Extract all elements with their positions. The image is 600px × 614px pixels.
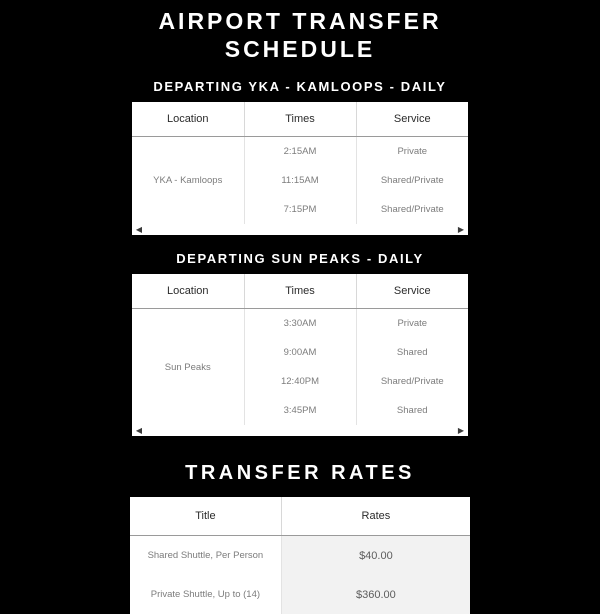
cell-service: Shared/Private (380, 175, 444, 186)
cell-rate-title: Shared Shuttle, Per Person (130, 536, 281, 576)
page-title-line-1: AIRPORT TRANSFER (158, 8, 442, 34)
cell-location: YKA - Kamloops (132, 137, 244, 225)
cell-service: Private (397, 318, 428, 329)
schedule-table-yka (132, 102, 468, 235)
scrollbar-track[interactable] (144, 225, 456, 234)
cell-time: 7:15PM (244, 195, 356, 224)
cell-rate-value: $360.00 (281, 575, 470, 614)
cell-location: Sun Peaks (132, 309, 244, 426)
rates-section (0, 462, 600, 614)
section-heading-yka: DEPARTING YKA - KAMLOOPS - DAILY (153, 79, 447, 94)
cell-service: Private (397, 146, 428, 157)
cell-service: Shared/Private (380, 204, 444, 215)
table-row (130, 536, 470, 576)
cell-time: 11:15AM (244, 166, 356, 195)
cell-service: Shared (396, 347, 428, 358)
rates-heading: TRANSFER RATES (185, 462, 415, 484)
column-header-times: Times (244, 274, 356, 309)
cell-time: 3:45PM (244, 396, 356, 425)
scroll-right-arrow-icon[interactable]: ▶ (457, 224, 465, 234)
scroll-left-arrow-icon[interactable]: ◀ (135, 224, 143, 234)
scroll-left-arrow-icon[interactable]: ◀ (135, 425, 143, 435)
table-header-row (132, 274, 468, 309)
cell-rate-value: $40.00 (281, 536, 470, 576)
table (130, 497, 470, 614)
section-heading-sun-peaks: DEPARTING SUN PEAKS - DAILY (176, 251, 424, 266)
page-title-line-2: SCHEDULE (224, 36, 376, 62)
column-header-rates: Rates (281, 497, 470, 536)
cell-service: Shared/Private (380, 376, 444, 387)
cell-time: 3:30AM (244, 309, 356, 339)
table-header-row (132, 102, 468, 137)
cell-time: 12:40PM (244, 367, 356, 396)
table-row (132, 137, 468, 167)
table-row (132, 309, 468, 339)
page-title (0, 0, 600, 63)
column-header-location: Location (132, 274, 244, 309)
table (132, 102, 468, 224)
horizontal-scrollbar[interactable] (132, 224, 468, 235)
cell-service: Shared (396, 405, 428, 416)
cell-time: 9:00AM (244, 338, 356, 367)
table-header-row (130, 497, 470, 536)
scrollbar-track[interactable] (144, 426, 456, 435)
schedule-section-yka (0, 79, 600, 235)
column-header-service: Service (356, 274, 468, 309)
column-header-times: Times (244, 102, 356, 137)
column-header-location: Location (132, 102, 244, 137)
table (132, 274, 468, 425)
horizontal-scrollbar[interactable] (132, 425, 468, 436)
column-header-service: Service (356, 102, 468, 137)
cell-rate-title: Private Shuttle, Up to (14) (130, 575, 281, 614)
scroll-right-arrow-icon[interactable]: ▶ (457, 425, 465, 435)
column-header-title: Title (130, 497, 281, 536)
cell-time: 2:15AM (244, 137, 356, 167)
schedule-table-sun-peaks (132, 274, 468, 436)
rates-table (130, 497, 470, 614)
table-row (130, 575, 470, 614)
schedule-section-sun-peaks (0, 251, 600, 436)
